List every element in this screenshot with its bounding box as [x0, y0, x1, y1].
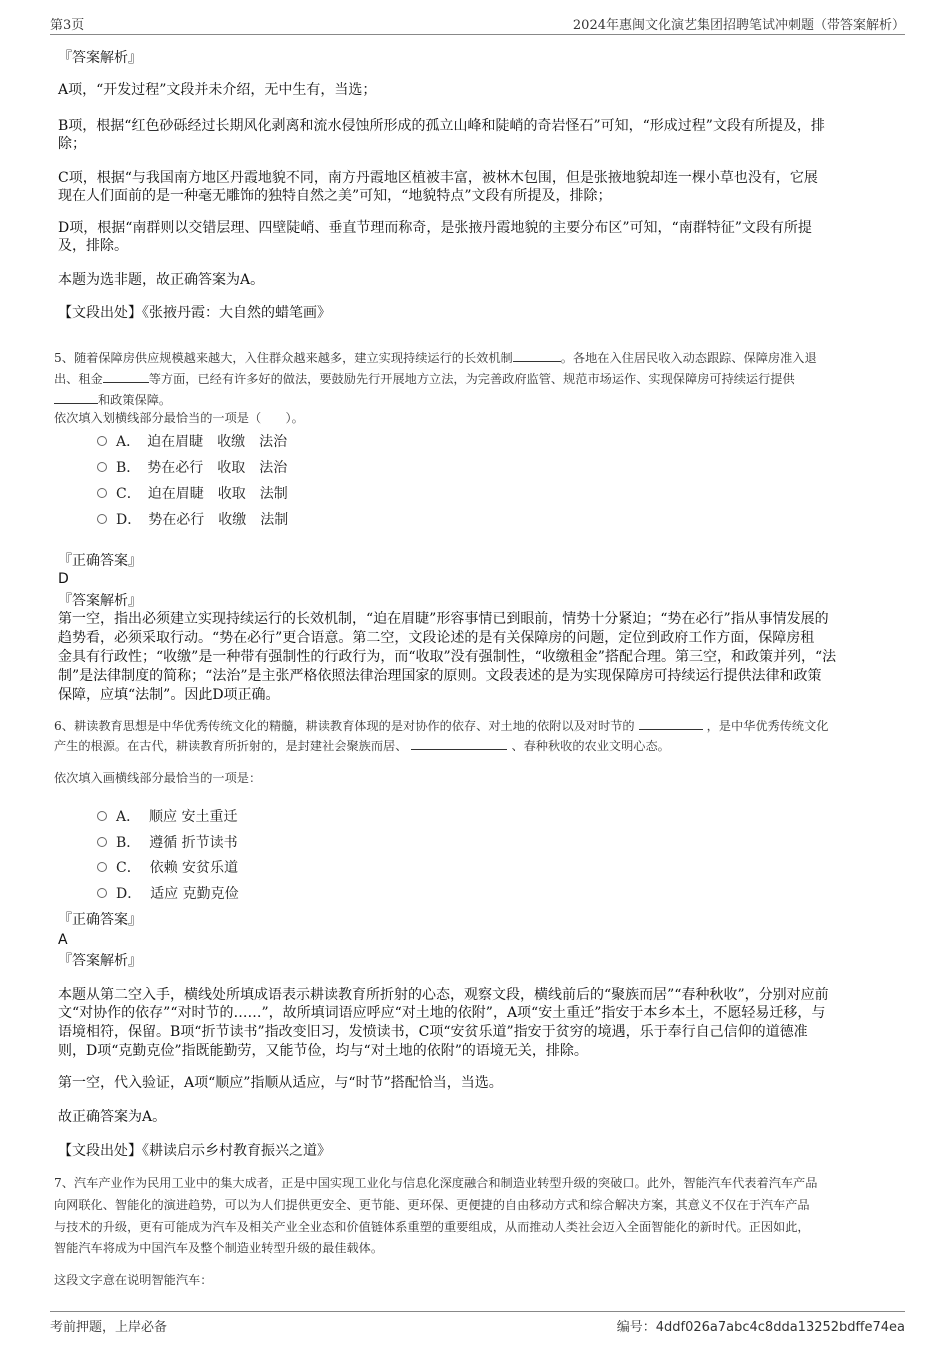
q6-analysis-line: 文“对协作的依存”“对时节的……”，故所填词语应呼应“对土地的依附”，A项“安土重迁”指安于本乡本土，不愿轻易迁移，与 [58, 1005, 826, 1021]
q4-option-b-analysis-line2: 除； [58, 136, 86, 152]
radio-icon[interactable] [97, 862, 107, 872]
q7-stem-line: 向网联化、智能化的演进趋势，可以为人们提供更安全、更节能、更环保、更便捷的自由移动方式和综合解决方案，其意义不仅在于汽车产品 [54, 1198, 810, 1212]
radio-icon[interactable] [97, 462, 107, 472]
radio-icon[interactable] [97, 888, 107, 898]
q6-blank-1 [639, 717, 703, 730]
q5-answer-heading: 『正确答案』 [58, 553, 142, 569]
q6-option-b-label: B． 遵循 折节读书 [116, 835, 238, 851]
q7-stem-line: 与技术的升级，更有可能成为汽车及相关产业全业态和价值链体系重塑的重要组成，从而推动人类社会迈入全面智能化的新时代。正因如此， [54, 1220, 810, 1234]
q4-option-d-analysis-line1: D项，根据“南群则以交错层理、四壁陡峭、垂直节理而称奇，是张掖丹霞地貌的主要分布区”可知，“南群特征”文段有所提 [58, 220, 812, 236]
q5-stem-text: 。各地在入住居民收入动态跟踪、保障房准入退 [560, 351, 817, 365]
radio-icon[interactable] [97, 436, 107, 446]
q6-option-c-label: C． 依赖 安贫乐道 [116, 860, 239, 876]
q5-stem-text: 5、随着保障房供应规模越来越大，入住群众越来越多，建立实现持续运行的长效机制 [54, 351, 513, 365]
q6-option-d-label: D． 适应 克勤克俭 [116, 886, 239, 902]
q7-stem-line: 7、汽车产业作为民用工业中的集大成者，正是中国实现工业化与信息化深度融合和制造业转型升级的突破口。此外，智能汽车代表着汽车产品 [54, 1176, 818, 1190]
q6-stem-line2 [54, 736, 670, 757]
page-header [50, 12, 905, 35]
q4-option-b-analysis-line1: B项，根据“红色砂砾经过长期风化剥离和流水侵蚀所形成的孤立山峰和陡峭的奇岩怪石”可知，“形成过程”文段有所提及，排 [58, 118, 825, 134]
q4-option-a-analysis: A项，“开发过程”文段并未介绍，无中生有，当选； [58, 82, 377, 98]
q4-option-d-analysis-line2: 及，排除。 [58, 238, 128, 254]
q4-option-c-analysis-line2: 现在人们面前的是一种毫无雕饰的独特自然之美”可知，“地貌特点”文段有所提及，排除； [58, 188, 612, 204]
q5-stem-text: 和政策保障。 [98, 393, 172, 407]
q5-stem-line1 [54, 348, 817, 369]
q6-verify: 第一空，代入验证，A项“顺应”指顺从适应，与“时节”搭配恰当，当选。 [58, 1075, 503, 1091]
q6-option-a-label: A． 顺应 安土重迁 [116, 809, 238, 825]
q6-option-b[interactable] [97, 832, 238, 852]
q5-option-b-label: B． 势在必行 收取 法治 [116, 460, 288, 476]
q5-blank-3 [54, 391, 98, 404]
q5-option-d[interactable] [97, 509, 288, 529]
q4-analysis-heading: 『答案解析』 [58, 50, 142, 66]
q4-option-c-analysis-line1: C项，根据“与我国南方地区丹霞地貌不同，南方丹霞地区植被丰富，被林木包围，但是张掖地貌却连一棵小草也没有，它展 [58, 170, 818, 186]
q7-prompt: 这段文字意在说明智能汽车： [54, 1273, 213, 1287]
document-code [617, 1316, 905, 1335]
radio-icon[interactable] [97, 488, 107, 498]
q5-option-b[interactable] [97, 457, 287, 477]
q6-option-c[interactable] [97, 857, 238, 877]
q7-stem-line: 智能汽车将成为中国汽车及整个制造业转型升级的最佳载体。 [54, 1241, 384, 1255]
page-footer [50, 1311, 905, 1336]
q5-analysis-line: 保障，应填“法制”。因此D项正确。 [58, 687, 280, 703]
q5-analysis-line: 趋势看，必须采取行动。“势在必行”更合语意。第二空，文段论述的是有关保障房的问题，定位到政府工作方面，保障房租 [58, 630, 815, 646]
q4-source: 【文段出处】《张掖丹霞：大自然的蜡笔画》 [58, 305, 331, 321]
q5-stem-text: 出、租金 [54, 372, 103, 386]
q5-option-a-label: A． 迫在眉睫 收缴 法治 [116, 434, 288, 450]
q6-analysis-line: 语境相符，保留。B项“折节读书”指改变旧习，发愤读书，C项“安贫乐道”指安于贫穷的境遇，乐于奉行自己信仰的道德准 [58, 1024, 808, 1040]
radio-icon[interactable] [97, 837, 107, 847]
q5-blank-1 [513, 349, 561, 362]
q5-option-c-label: C． 迫在眉睫 收取 法制 [116, 486, 288, 502]
q6-stem-text: ，是中华优秀传统文化 [706, 719, 829, 733]
q6-stem-text: 、春种秋收的农业文明心态。 [511, 739, 670, 753]
q4-conclusion: 本题为选非题，故正确答案为A。 [58, 272, 265, 288]
q6-prompt: 依次填入画横线部分最恰当的一项是： [54, 771, 262, 785]
q6-option-d[interactable] [97, 883, 239, 903]
q5-prompt: 依次填入划横线部分最恰当的一项是（ ）。 [54, 411, 304, 425]
page-number: 第3页 [50, 18, 85, 33]
q5-stem-text: 等方面，已经有许多好的做法，要鼓励先行开展地方立法，为完善政府监管、规范市场运作、实现保障房可持续运行提供 [148, 372, 795, 386]
document-code-value: 4ddf026a7abc4c8dda13252bdffe74ea [655, 1320, 905, 1335]
q6-stem-line1 [54, 716, 828, 737]
radio-icon[interactable] [97, 811, 107, 821]
q6-source: 【文段出处】《耕读启示乡村教育振兴之道》 [58, 1143, 331, 1159]
document-code-label: 编号： [616, 1320, 656, 1335]
q6-blank-2 [411, 737, 507, 750]
q6-answer-heading: 『正确答案』 [58, 912, 142, 928]
q5-analysis-line: 金具有行政性；“收缴”是一种带有强制性的行政行为，而“收取”没有强制性，“收缴租金”搭配合理。第三空，和政策并列，“法 [58, 649, 837, 665]
q5-stem-line2 [54, 369, 795, 390]
q6-conclusion: 故正确答案为A。 [58, 1109, 167, 1125]
q5-answer: D [58, 571, 69, 587]
q6-stem-text: 6、耕读教育思想是中华优秀传统文化的精髓，耕读教育体现的是对协作的依存、对土地的依附以及对时节的 [54, 719, 635, 733]
q6-analysis-line: 则，D项“克勤克俭”指既能勤劳，又能节俭，均与“对土地的依附”的语境无关，排除。 [58, 1043, 588, 1059]
q5-analysis-heading: 『答案解析』 [58, 593, 142, 609]
q6-option-a[interactable] [97, 806, 237, 826]
q6-answer: A [58, 932, 68, 948]
q6-analysis-heading: 『答案解析』 [58, 953, 142, 969]
q5-option-d-label: D． 势在必行 收缴 法制 [116, 512, 289, 528]
radio-icon[interactable] [97, 514, 107, 524]
q6-stem-text: 产生的根源。在古代，耕读教育所折射的，是封建社会聚族而居、 [54, 739, 408, 753]
q6-analysis-line: 本题从第二空入手，横线处所填成语表示耕读教育所折射的心态，观察文段，横线前后的“聚族而居”“春种秋收”，分别对应前 [58, 987, 829, 1003]
q5-blank-2 [103, 370, 149, 383]
q5-option-c[interactable] [97, 483, 288, 503]
footer-motto: 考前押题，上岸必备 [50, 1320, 168, 1335]
document-title: 2024年惠闽文化演艺集团招聘笔试冲刺题（带答案解析） [572, 18, 905, 33]
q5-analysis-line: 制”是法律制度的简称；“法治”是主张严格依照法律治理国家的原则。文段表述的是为实现保障房可持续运行提供法律和政策 [58, 668, 822, 684]
q5-option-a[interactable] [97, 431, 287, 451]
q5-analysis-line: 第一空，指出必须建立实现持续运行的长效机制，“迫在眉睫”形容事情已到眼前，情势十分紧迫；“势在必行”指从事情发展的 [58, 611, 829, 627]
